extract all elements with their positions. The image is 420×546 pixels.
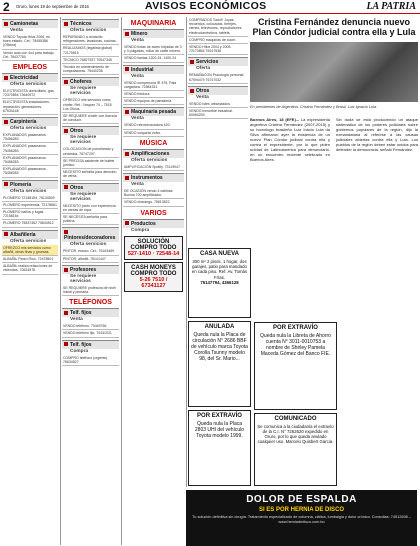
classified-ad: REALIZAMOS (legalista global) 72179815: [62, 45, 119, 56]
classified-ad: EXPLANADOS pasamanos. 75456283: [2, 143, 58, 154]
category-label: [2, 73, 58, 82]
classified-ad: TECNICO 76827537 70547345: [62, 57, 119, 64]
anulada-ad: [188, 321, 251, 407]
category-label: [2, 19, 58, 28]
story-photo: [250, 42, 418, 102]
solucion-ad: [124, 236, 183, 260]
classified-ad: REPARANDO a domicilio refrigeradores, lavadoras, cocinas.: [62, 34, 119, 45]
subcategory-label: Oferta servicios: [10, 126, 47, 132]
classified-ad: SE REQUIERE chofer con licencia de conducir.: [62, 113, 119, 124]
category-text: Maquinaria pesada: [131, 109, 177, 116]
classified-ad: VENDO Toyota Hilux 2006, en buen estado. Cel.: 78455386 (Oficina): [2, 34, 58, 50]
classified-ad: REMAÑACON Psicología personal. 67594479 76747032: [188, 72, 248, 83]
category-text: Plomería: [10, 181, 32, 188]
classified-ad: VENDO lotes urbanizados.: [188, 101, 248, 108]
category-label: [62, 227, 119, 242]
classified-ad: SE NECESITA señorita para pollería.: [62, 214, 119, 225]
classified-ad: COMPRO teléfono (urgente). 76634527: [62, 355, 119, 366]
category-label: [62, 19, 119, 28]
category-label: [2, 230, 58, 239]
classified-ad: OFREZCO mis servicios como albañil, obras finas y gruesas.: [2, 245, 58, 256]
casa-nueva-ad: [188, 248, 251, 318]
anulada-text: Queda nula la Placa de circulación N° 2686 BBF de vehículo marca Toyota Corolla Tsunny modelo 98, del Sr. Mario...: [191, 332, 248, 362]
subcategory-label: Se requiere servicios: [70, 135, 97, 146]
category-heading: MAQUINARIA: [130, 20, 177, 27]
banner-subtitle: SI ES POR HERNIA DE DISCO: [258, 507, 345, 513]
category-marker-icon: [64, 185, 68, 189]
category-marker-icon: [64, 22, 68, 26]
category-marker-icon: [4, 22, 8, 26]
classified-ad: COMPRO máquinas de cocer.: [188, 37, 248, 44]
category-label: [62, 265, 119, 274]
category-text: Minero: [131, 31, 148, 37]
category-text: Telf. fijos: [70, 341, 92, 348]
classified-ad: Técnico en mantenimiento de computadoras. 75440238: [62, 64, 119, 75]
subcategory-label: Venta: [131, 73, 144, 79]
category-text: Otros: [70, 184, 84, 191]
news-story: [250, 17, 418, 245]
subcategory-label: Venta: [196, 94, 209, 100]
cash-moneys-ad: [124, 262, 183, 292]
classified-ad: PINTOR, estuco. Cel.: 76163469: [62, 248, 119, 255]
category-marker-icon: [125, 152, 129, 156]
category-text: Camionetas: [10, 21, 39, 27]
classified-ad: VENDO freidora.: [123, 91, 184, 98]
category-label: [123, 149, 184, 158]
dateline: Oruro, lunes 19 de septiembre de 2016: [16, 4, 89, 9]
casa-text: 300 m² 2 pisos, 1 hogar, dos garajes, patio para mandado en cada piso. Ref. Av. Tomás Frías.: [191, 259, 248, 280]
category-marker-icon: [64, 80, 68, 84]
subcategory-label: Oferta servicios: [10, 238, 47, 244]
column-divider: [60, 17, 61, 545]
classifieds-column-4: [188, 17, 248, 245]
category-marker-icon: [4, 120, 8, 124]
classified-ad: PINTOR, albañil. 78141447: [62, 256, 119, 263]
classified-ad: PLOMERO baños y fugas. 72158154: [2, 209, 58, 220]
cash-ad-phone: 5-26 7510 / 67341127: [139, 276, 168, 289]
category-text: Industrial: [131, 66, 154, 73]
column-divider: [121, 17, 122, 545]
category-text: Instrumentos: [131, 175, 163, 182]
classified-ad: Vendo auto con 4x4 para trabajo. Cel. 78437780: [2, 50, 58, 61]
category-label: [123, 65, 184, 74]
solucion-ad-title: SOLUCIÓN COMPRO TODO: [130, 238, 177, 251]
category-label: [123, 219, 184, 228]
category-marker-icon: [64, 129, 68, 133]
category-heading: VARIOS: [140, 209, 167, 217]
story-text-1: La expresidenta argentina Cristina Fernández (2007-2015) y su homólogo brasileño Luiz Inácio Lula da Silva afirmaron ayer la existencia de un nuevo Plan Cóndor judicial contra ella y contra el expresidente, por lo que piden unidad de Latinoamérica para denunciarlo, en un encuentro reciente celebrado en Buenos Aires.: [250, 117, 330, 162]
category-text: Servicios: [196, 59, 219, 66]
classified-ad: VENDO equipos de panadería.: [123, 98, 184, 105]
category-marker-icon: [4, 232, 8, 236]
classified-ad: ALBAÑIL realiza refacciones de viviendas. 70634578: [2, 263, 58, 274]
category-text: Productos: [131, 220, 156, 227]
classified-ad: VENDO llantas 1200-24, 1400-24: [123, 55, 184, 62]
casa-phone: 75147794, 4366128: [200, 279, 239, 285]
subcategory-label: Venta: [70, 317, 83, 323]
category-marker-icon: [64, 230, 68, 234]
comunicado-title: COMUNICADO: [274, 416, 317, 422]
category-marker-icon: [125, 110, 129, 114]
header: [0, 0, 420, 14]
category-text: Amplificaciones: [131, 150, 170, 157]
classified-ad: ALBAÑIL Pedro Ríos. 72478501: [2, 256, 58, 263]
extravio-1-title: POR EXTRAVÍO: [273, 325, 318, 331]
category-marker-icon: [125, 67, 129, 71]
classified-ad: EXPLANADOS pasamanos. 75456283: [2, 132, 58, 143]
classifieds-column-2: [62, 17, 119, 544]
banner-description: Tu solución definitiva sin cirugía. Tratamiento especializado de columna, ciática, lumbalgia y dolor crónico. Consultas: 74512698 – www.herniadedisco.com.bo: [192, 515, 411, 524]
subcategory-label: Compra: [131, 227, 150, 233]
extravio-ad-2: [188, 410, 251, 486]
subcategory-label: Oferta servicios: [131, 157, 168, 163]
subcategory-label: Oferta servicios: [70, 28, 107, 33]
subcategory-label: Compra: [70, 348, 89, 354]
anulada-title: ANULADA: [204, 324, 235, 330]
story-body-right: Sin duda se está produciendo un ataque sistemático de los poderes judiciales sobre gobiernos populares de la región, dijo la exmandataria al referirse a las causas judiciales abiertas contra ella y Lula. Los pueblos de la región deben estar unidos para defender la democracia, señaló Fernández.: [336, 117, 418, 152]
classified-ad: VENDO teléfono. 79449756: [62, 323, 119, 330]
category-heading: MÚSICA: [139, 139, 168, 147]
casa-title: CASA NUEVA: [199, 251, 239, 257]
category-text: Albañilería: [10, 231, 36, 238]
classified-ad: VENDO charango. 75613522: [123, 199, 184, 206]
classified-ad: PLOMERO experiencia. 72178861: [2, 202, 58, 209]
category-label: [2, 180, 58, 189]
column-divider: [186, 17, 187, 487]
category-label: [123, 173, 184, 182]
classified-ad: PLOMERO 72158154, 76134539: [2, 195, 58, 202]
classifieds-column-3: [123, 17, 184, 544]
category-text: Telf. fijos: [70, 310, 92, 317]
extravio-2-text: Queda nula la Placa 2803 UHI del vehículo Toyota modelo 1999.: [194, 421, 245, 439]
category-text: Profesores: [70, 266, 97, 273]
category-label: [2, 117, 58, 126]
classified-ad: VENDO retroexcavadora 420.: [123, 122, 184, 129]
classified-ad: ELECTRICISTA domiciliario, gas. 72370854 73640972: [2, 88, 58, 99]
category-marker-icon: [125, 221, 129, 225]
story-headline: Cristina Fernández denuncia nuevo Plan Cóndor judicial contra ella y Lula: [252, 17, 416, 37]
category-label: [123, 29, 184, 38]
category-text: Choferes: [70, 79, 92, 86]
section-title: AVISOS ECONÓMICOS: [145, 0, 267, 12]
category-text: Técnicos: [70, 21, 92, 27]
classified-ad: SE REQUIERE profesora de nivel inicial y primaria.: [62, 285, 119, 296]
classified-ad: VENDO bolas de acero forjadas de 3 y 4 pulgadas, rollos de cable minero.: [123, 44, 184, 55]
category-label: [62, 183, 119, 192]
classified-ad: NECESITO señorita para atención de venta.: [62, 169, 119, 180]
classified-ad: VENDO teléfono fijo. 70431021: [62, 330, 119, 337]
subcategory-label: Venta: [131, 182, 144, 188]
story-dateline: Buenos Aires, 18 (EFE).–: [250, 117, 300, 122]
comunicado-text: Se comunica a la ciudadanía el extravío de la C.I. N° 7262620 expedido en Oruro, por lo que queda anulado cualquier uso. Marcelo Quisbert Garcia.: [257, 424, 334, 444]
category-marker-icon: [4, 76, 8, 80]
category-heading: TELÉFONOS: [69, 299, 112, 307]
category-marker-icon: [64, 268, 68, 272]
category-text: Carpintería: [10, 119, 37, 126]
classified-ad: VENDO volqueta Volvo.: [123, 130, 184, 137]
extravio-ad-1: [254, 322, 337, 410]
page-number: 2: [3, 0, 10, 14]
subcategory-label: Venta: [131, 116, 144, 122]
subcategory-label: Se requiere servicios: [70, 191, 97, 202]
classified-ad: VENDO compresora IR 375, Pala cargadora. 72584331: [123, 80, 184, 91]
category-marker-icon: [125, 32, 129, 36]
category-marker-icon: [125, 176, 129, 180]
solucion-ad-phone: 527-1410 · 72548-14: [127, 250, 180, 257]
category-marker-icon: [4, 182, 8, 186]
newspaper-brand: LA PATRIA: [366, 1, 416, 12]
subcategory-label: Venta: [10, 28, 23, 33]
extravio-2-title: POR EXTRAVÍO: [197, 413, 242, 419]
classified-ad: COLOCACION de porcelanato y cerámica. 76747207: [62, 146, 119, 157]
subcategory-label: Oferta servicios: [10, 82, 47, 88]
classified-ad: OFREZCO mis servicios como chofer. Ref.: Yarquer 74 – 7518 Los Olivos.: [62, 97, 119, 113]
subcategory-label: Oferta servicios: [70, 242, 107, 248]
classified-ad: ELECTRICISTA instalaciones, reparación, generadores. 67534148: [2, 99, 58, 115]
subcategory-label: Oferta servicios: [10, 188, 47, 194]
cash-ad-title: CASH MONEYS COMPRO TODO: [130, 264, 177, 277]
classified-ad: AMPLIFICACIÓN Spotify. 73119947: [123, 164, 184, 171]
subcategory-label: Se requiere servicios: [70, 86, 97, 97]
classifieds-column-1: [2, 17, 58, 544]
category-marker-icon: [64, 311, 68, 315]
category-text: Otros: [70, 128, 84, 135]
extravio-1-text: Queda nula la Libreta de Ahorro cuenta N° 3011-0010753 a nombre de Shirley Pamela Maceda Gómez del Banco FIE.: [260, 333, 331, 357]
classified-ad: VENDO Hilux 2004 y 2005. 72170854 76917536: [188, 44, 248, 55]
category-text: Otros: [196, 87, 210, 94]
category-marker-icon: [64, 342, 68, 346]
category-label: [62, 308, 119, 317]
classified-ad: EXPLANADOS pasamanos. 75456283: [2, 155, 58, 166]
photo-caption: En presidentes de Argentina, Cristina Fernández y Brasil, Luiz Ignacio Lula.: [250, 105, 378, 109]
category-marker-icon: [190, 60, 194, 64]
subcategory-label: Oferta: [196, 66, 211, 72]
category-marker-icon: [190, 89, 194, 93]
subcategory-label: Venta: [131, 38, 144, 43]
category-text: Pintores/decoradores: [64, 235, 116, 242]
classified-ad: COMPRADOS Todo!!! Joyas, recuerdos, colocados, herejes, cienes, televisores, reproductores, electrodomésticos, tablets.: [188, 17, 248, 37]
category-heading: EMPLEOS: [12, 64, 48, 72]
category-label: [188, 86, 248, 95]
classified-ad: VENDO Inmueble industrial. 60064253: [188, 108, 248, 119]
banner-title: DOLOR DE ESPALDA: [246, 494, 357, 505]
category-text: Electricidad: [10, 75, 39, 82]
classified-ad: PLOMERO 75837452 75843512: [2, 220, 58, 227]
classified-ad: NECESITO joven con experiencia en ventas de ropa.: [62, 203, 119, 214]
classified-ad: SE PRECISA asistente de bufete jurídico.: [62, 158, 119, 169]
comunicado-ad: [254, 413, 337, 486]
dolor-espalda-banner: [186, 490, 417, 546]
classified-ad: EXPLANADOS pasamanos. 75456283: [2, 166, 58, 177]
classified-ad: DE OCASIÓN vendo 4 cabinas Bocina 700 amplificador.: [123, 188, 184, 199]
category-label: [62, 340, 119, 349]
subcategory-label: Se requiere servicios: [70, 273, 97, 284]
